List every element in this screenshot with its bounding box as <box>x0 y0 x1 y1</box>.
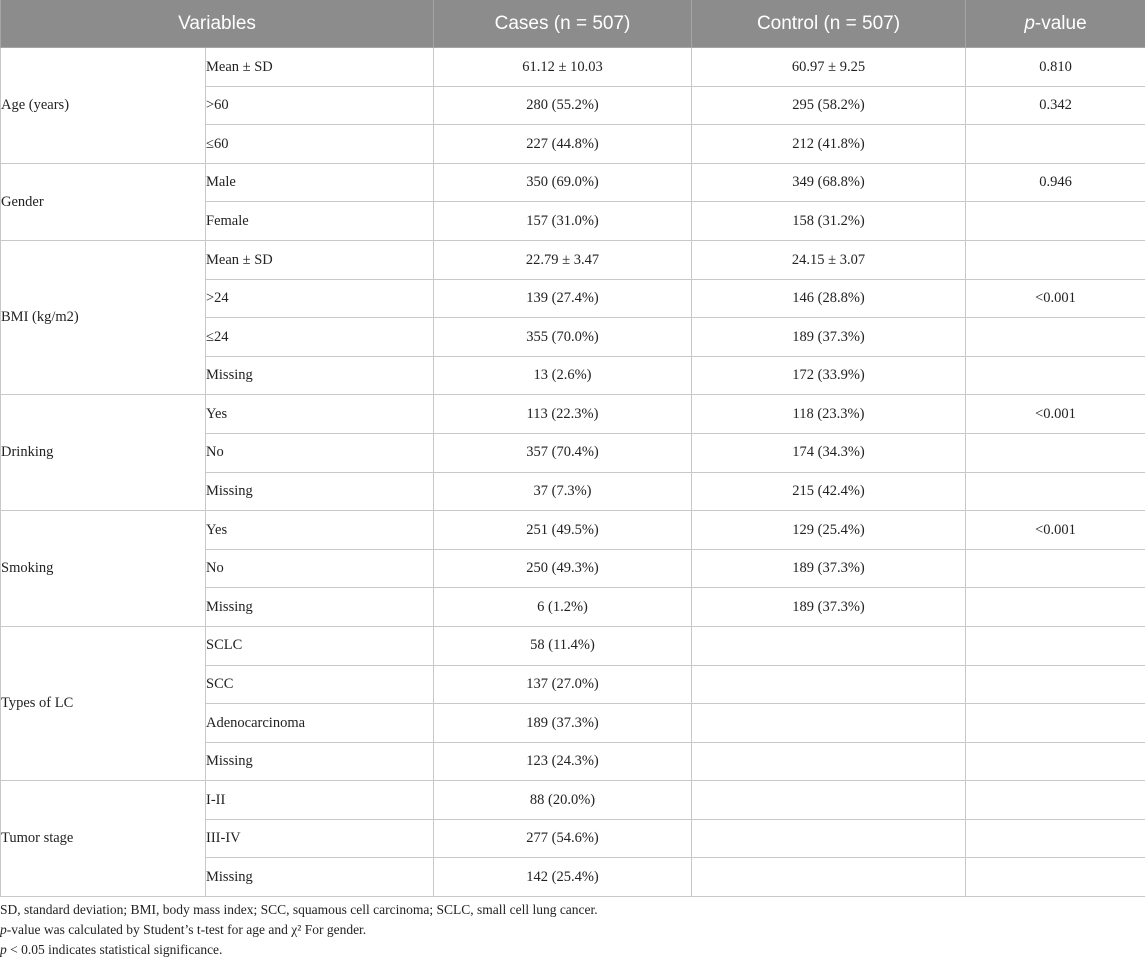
subcategory-cell: ≤24 <box>206 318 434 357</box>
cases-cell: 13 (2.6%) <box>434 356 692 395</box>
control-cell: 146 (28.8%) <box>692 279 966 318</box>
subcategory-cell: SCC <box>206 665 434 704</box>
p-value-cell <box>966 626 1145 665</box>
p-value-cell <box>966 549 1145 588</box>
header-row <box>1 0 1145 48</box>
subcategory-cell: No <box>206 433 434 472</box>
p-value-cell: <0.001 <box>966 511 1145 550</box>
header-p-italic: p <box>1024 12 1035 34</box>
control-cell <box>692 626 966 665</box>
control-cell: 189 (37.3%) <box>692 318 966 357</box>
footnote-significance-text: < 0.05 indicates statistical significance. <box>6 942 223 957</box>
cases-cell: 189 (37.3%) <box>434 704 692 743</box>
control-cell: 118 (23.3%) <box>692 395 966 434</box>
table-row <box>1 240 1145 279</box>
p-value-cell: <0.001 <box>966 395 1145 434</box>
table-row <box>1 48 1145 87</box>
subcategory-cell: Female <box>206 202 434 241</box>
cases-cell: 280 (55.2%) <box>434 86 692 125</box>
control-cell: 60.97 ± 9.25 <box>692 48 966 87</box>
p-value-cell: 0.810 <box>966 48 1145 87</box>
subcategory-cell: Mean ± SD <box>206 48 434 87</box>
p-value-cell <box>966 240 1145 279</box>
control-cell: 174 (34.3%) <box>692 433 966 472</box>
control-cell: 189 (37.3%) <box>692 549 966 588</box>
cases-cell: 157 (31.0%) <box>434 202 692 241</box>
p-value-cell <box>966 202 1145 241</box>
control-cell: 212 (41.8%) <box>692 125 966 164</box>
group-label: Gender <box>1 163 206 240</box>
cases-cell: 113 (22.3%) <box>434 395 692 434</box>
table-row <box>1 163 1145 202</box>
p-value-cell: 0.342 <box>966 86 1145 125</box>
footnote-p-value-text: -value was calculated by Student’s t-test for age and χ² For gender. <box>6 922 367 937</box>
footnote-abbreviations: SD, standard deviation; BMI, body mass index; SCC, squamous cell carcinoma; SCLC, small cell lung cancer. <box>0 902 598 917</box>
subcategory-cell: Missing <box>206 858 434 897</box>
table-row <box>1 626 1145 665</box>
subcategory-cell: Missing <box>206 742 434 781</box>
p-value-cell <box>966 858 1145 897</box>
p-value-cell <box>966 472 1145 511</box>
header-control: Control (n = 507) <box>692 0 966 48</box>
footnote-p-value-method <box>0 920 598 940</box>
table-footnotes <box>0 900 598 960</box>
control-cell <box>692 819 966 858</box>
cases-cell: 123 (24.3%) <box>434 742 692 781</box>
cases-cell: 357 (70.4%) <box>434 433 692 472</box>
subcategory-cell: I-II <box>206 781 434 820</box>
cases-cell: 350 (69.0%) <box>434 163 692 202</box>
p-value-cell <box>966 318 1145 357</box>
subcategory-cell: Yes <box>206 511 434 550</box>
group-label: Tumor stage <box>1 781 206 897</box>
p-value-cell <box>966 433 1145 472</box>
subcategory-cell: No <box>206 549 434 588</box>
subcategory-cell: ≤60 <box>206 125 434 164</box>
subcategory-cell: Missing <box>206 356 434 395</box>
p-value-cell <box>966 819 1145 858</box>
p-value-cell <box>966 781 1145 820</box>
control-cell: 129 (25.4%) <box>692 511 966 550</box>
p-value-cell: 0.946 <box>966 163 1145 202</box>
table-body <box>1 48 1145 897</box>
control-cell <box>692 742 966 781</box>
cases-cell: 250 (49.3%) <box>434 549 692 588</box>
table-row <box>1 395 1145 434</box>
control-cell <box>692 704 966 743</box>
control-cell <box>692 665 966 704</box>
control-cell: 24.15 ± 3.07 <box>692 240 966 279</box>
cases-cell: 137 (27.0%) <box>434 665 692 704</box>
cases-cell: 251 (49.5%) <box>434 511 692 550</box>
header-p-value <box>966 0 1145 48</box>
subcategory-cell: >24 <box>206 279 434 318</box>
subcategory-cell: >60 <box>206 86 434 125</box>
cases-cell: 355 (70.0%) <box>434 318 692 357</box>
footnote-p-italic: p <box>0 922 7 937</box>
control-cell: 215 (42.4%) <box>692 472 966 511</box>
group-label: Age (years) <box>1 48 206 164</box>
table-row <box>1 511 1145 550</box>
table-row <box>1 781 1145 820</box>
cases-cell: 88 (20.0%) <box>434 781 692 820</box>
cases-cell: 227 (44.8%) <box>434 125 692 164</box>
footnote-sig-italic: p <box>0 942 7 957</box>
p-value-cell <box>966 704 1145 743</box>
cases-cell: 277 (54.6%) <box>434 819 692 858</box>
control-cell <box>692 858 966 897</box>
subcategory-cell: Missing <box>206 472 434 511</box>
group-label: BMI (kg/m2) <box>1 240 206 394</box>
cases-cell: 22.79 ± 3.47 <box>434 240 692 279</box>
cases-cell: 142 (25.4%) <box>434 858 692 897</box>
p-value-cell <box>966 665 1145 704</box>
control-cell: 349 (68.8%) <box>692 163 966 202</box>
subcategory-cell: Yes <box>206 395 434 434</box>
cases-cell: 139 (27.4%) <box>434 279 692 318</box>
header-p-suffix: -value <box>1034 12 1087 34</box>
header-cases: Cases (n = 507) <box>434 0 692 48</box>
control-cell <box>692 781 966 820</box>
p-value-cell: <0.001 <box>966 279 1145 318</box>
group-label: Smoking <box>1 511 206 627</box>
p-value-cell <box>966 588 1145 627</box>
p-value-cell <box>966 356 1145 395</box>
subcategory-cell: Adenocarcinoma <box>206 704 434 743</box>
cases-cell: 61.12 ± 10.03 <box>434 48 692 87</box>
header-variables: Variables <box>1 0 434 48</box>
subcategory-cell: Male <box>206 163 434 202</box>
subcategory-cell: SCLC <box>206 626 434 665</box>
control-cell: 189 (37.3%) <box>692 588 966 627</box>
subcategory-cell: Missing <box>206 588 434 627</box>
subcategory-cell: III-IV <box>206 819 434 858</box>
cases-cell: 58 (11.4%) <box>434 626 692 665</box>
footnote-significance <box>0 940 598 960</box>
p-value-cell <box>966 125 1145 164</box>
control-cell: 172 (33.9%) <box>692 356 966 395</box>
control-cell: 295 (58.2%) <box>692 86 966 125</box>
p-value-cell <box>966 742 1145 781</box>
subcategory-cell: Mean ± SD <box>206 240 434 279</box>
cases-cell: 37 (7.3%) <box>434 472 692 511</box>
group-label: Types of LC <box>1 626 206 780</box>
group-label: Drinking <box>1 395 206 511</box>
control-cell: 158 (31.2%) <box>692 202 966 241</box>
cases-cell: 6 (1.2%) <box>434 588 692 627</box>
